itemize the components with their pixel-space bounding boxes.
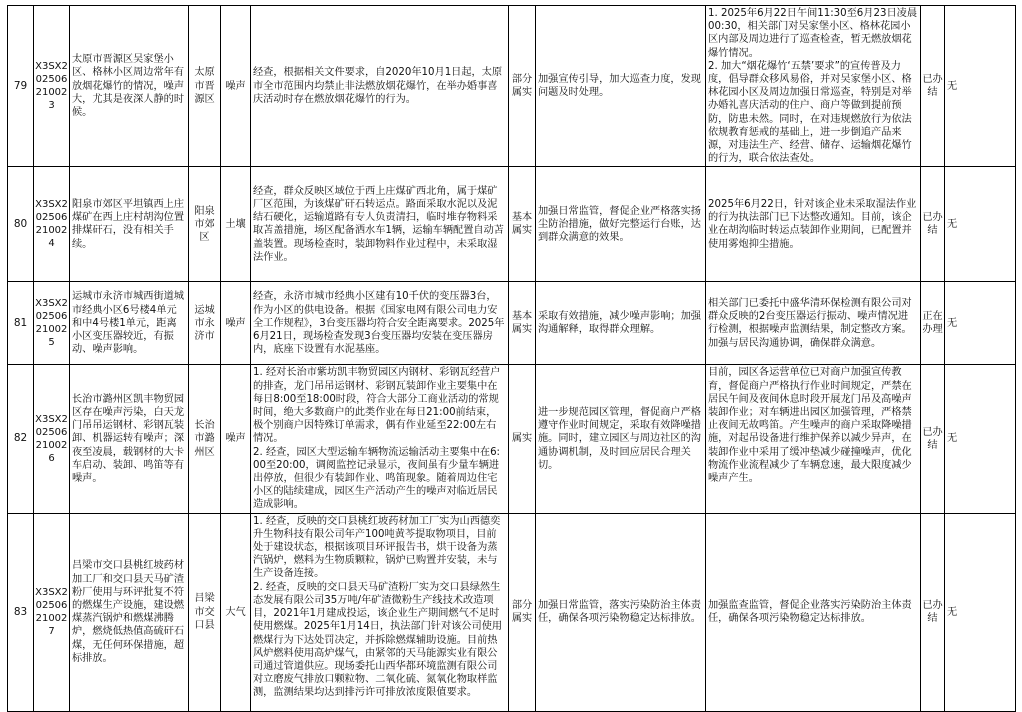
row-number: 80 bbox=[8, 167, 34, 282]
accountability: 无 bbox=[945, 365, 1016, 513]
pollution-type: 噪声 bbox=[221, 365, 251, 513]
rectification-progress bbox=[706, 167, 921, 282]
table-row bbox=[8, 513, 1016, 711]
findings-paragraph: 1. 经对长治市紫坊凯丰物贸园区内钢材、彩钢瓦经营户的排查，龙门吊吊运钢材、彩钢瓦装卸作业主要集中在每日8:00至18:00时段，符合大部分工商业活动的常规时间，绝大多数商户的此类作业在每日21:00前结束，极个别商户因特殊订单需求，偶有作业延至22:00左右情况。 bbox=[253, 367, 501, 445]
verification-result: 部分属实 bbox=[509, 513, 536, 711]
complaint-content: 太原市晋源区吴家堡小区、格林小区周边常年有放烟花爆竹的情况，噪声大，尤其是夜深人静的时候。 bbox=[70, 6, 189, 167]
rectification-progress bbox=[706, 365, 921, 513]
measures-paragraph: 进一步规范园区管理，督促商户严格遵守作业时间规定，采取有效降噪措施。同时，建立园区与周边社区的沟通协调机制，及时回应居民合理关切。 bbox=[538, 407, 701, 471]
progress-paragraph: 2. 加大“烟花爆竹‘五禁’要求”的宣传普及力度，倡导群众移风易俗，并对吴家堡小区、格林花园小区及周边加强日常巡查，特别是对举办婚礼喜庆活动的住户、商户等做到提前预防，防患未然。同时，在对违规燃放行为依法依规教育惩戒的基础上，进一步倒追产品来源，对违法生产、经营、储存、运输烟花爆竹的行为，联合依法查处。 bbox=[708, 60, 912, 165]
progress-paragraph: 目前，园区各运营单位已对商户加强宣传教育，督促商户严格执行作业时间规定，严禁在居民午间及夜间休息时段开展龙门吊及高噪声装卸作业；对车辆进出园区加强管理，严格禁止夜间无故鸣笛。产生噪声的商户采取降噪措施，对起吊设备进行维护保养以减少异声，在装卸作业中采用了缓冲垫减少碰撞噪声，优化物流作业流程减少了车辆怠速，最大限度减少噪声产生。 bbox=[708, 367, 912, 485]
handling-status: 已办结 bbox=[921, 365, 945, 513]
pollution-type: 噪声 bbox=[221, 6, 251, 167]
administrative-region: 长治市潞州区 bbox=[189, 365, 221, 513]
case-code: X3SX202506210024 bbox=[34, 167, 70, 282]
rectification-progress bbox=[706, 6, 921, 167]
investigation-findings bbox=[251, 6, 509, 167]
complaint-content: 吕梁市交口县桃红坡药材加工厂和交口县天马矿渣粉厂使用与环评批复不符的燃煤生产设施，建设燃煤蒸汽锅炉和燃煤沸腾炉，燃烧低热值高硫矸石煤，无任何环保措施，超标排放。 bbox=[70, 513, 189, 711]
row-number: 83 bbox=[8, 513, 34, 711]
complaint-content: 阳泉市郊区平坦镇西上庄煤矿在西上庄村胡沟位置排煤矸石，没有相关手续。 bbox=[70, 167, 189, 282]
handling-measures bbox=[536, 365, 706, 513]
accountability: 无 bbox=[945, 282, 1016, 365]
measures-paragraph: 加强宣传引导，加大巡查力度，发现问题及时处理。 bbox=[538, 74, 701, 99]
measures-paragraph: 采取有效措施，减少噪声影响；加强沟通解释，取得群众理解。 bbox=[538, 311, 701, 336]
findings-paragraph: 2. 经查，园区大型运输车辆物流运输活动主要集中在6:00至20:00，调阅监控记录显示，夜间虽有少量车辆进出停放，但很少有装卸作业、鸣笛现象。随着周边住宅小区的陆续建成，园区生产活动产生的噪声对临近居民造成影响。 bbox=[253, 446, 500, 511]
case-code: X3SX202506210026 bbox=[34, 365, 70, 513]
handling-status: 已办结 bbox=[921, 167, 945, 282]
handling-measures bbox=[536, 6, 706, 167]
row-number: 79 bbox=[8, 6, 34, 167]
accountability: 无 bbox=[945, 513, 1016, 711]
table-row bbox=[8, 282, 1016, 365]
pollution-type: 大气 bbox=[221, 513, 251, 711]
case-code: X3SX202506210023 bbox=[34, 6, 70, 167]
progress-paragraph: 加强监查监管，督促企业落实污染防治主体责任，确保各项污染物稳定达标排放。 bbox=[708, 599, 912, 625]
verification-result: 基本属实 bbox=[509, 167, 536, 282]
table-row bbox=[8, 167, 1016, 282]
case-code: X3SX202506210027 bbox=[34, 513, 70, 711]
verification-result: 基本属实 bbox=[509, 282, 536, 365]
rectification-progress bbox=[706, 513, 921, 711]
complaint-table-page bbox=[7, 5, 1015, 712]
investigation-findings bbox=[251, 167, 509, 282]
administrative-region: 太原市晋源区 bbox=[189, 6, 221, 167]
row-number: 82 bbox=[8, 365, 34, 513]
case-code: X3SX202506210025 bbox=[34, 282, 70, 365]
table-row bbox=[8, 6, 1016, 167]
findings-paragraph: 经查，根据相关文件要求，自2020年10月1日起，太原市全市范围内均禁止非法燃放烟花爆竹，在举办婚事喜庆活动时存在燃放烟花爆竹的行为。 bbox=[253, 67, 503, 105]
handling-status: 正在办理 bbox=[921, 282, 945, 365]
complaint-content: 长治市潞州区凯丰物贸园区存在噪声污染，白天龙门吊吊运钢材、彩钢瓦装卸、机器运转有噪声；深夜至凌晨，载钢材的大卡车启动、装卸、鸣笛等有噪声。 bbox=[70, 365, 189, 513]
handling-status: 已办结 bbox=[921, 6, 945, 167]
findings-paragraph: 1. 经查，反映的交口县桃红坡药材加工厂实为山西德奕升生物科技有限公司年产100吨黄芩提取物项目，目前处于建设状态，根据该项目环评报告书，烘干设备为蒸汽锅炉，燃料为生物质颗粒，锅炉已购置并安装，未与生产设备连接。 bbox=[253, 515, 501, 580]
pollution-type: 土壤 bbox=[221, 167, 251, 282]
complaint-table bbox=[7, 5, 1016, 712]
measures-paragraph: 加强日常监管，落实污染防治主体责任，确保各项污染物稳定达标排放。 bbox=[538, 599, 701, 625]
progress-paragraph: 2025年6月22日，针对该企业未采取湿法作业的行为执法部门已下达整改通知。目前，该企业在胡沟临时转运点装卸作业期间，已配置并使用雾炮抑尘措施。 bbox=[708, 199, 917, 250]
findings-paragraph: 经查，群众反映区域位于西上庄煤矿西北角，属于煤矿厂区范围，为该煤矿矸石转运点。路面采取水泥以及泥结石硬化，运输道路有专人负责清扫，临时堆存物料采取苫盖措施，场区配备洒水车1辆，运输车辆配置自动苫盖装置。现场检查时，装卸物料作业过程中，未采取湿法作业。 bbox=[253, 185, 504, 263]
pollution-type: 噪声 bbox=[221, 282, 251, 365]
investigation-findings bbox=[251, 365, 509, 513]
table-row bbox=[8, 365, 1016, 513]
handling-measures bbox=[536, 513, 706, 711]
complaint-content: 运城市永济市城西街道城市经典小区6号楼4单元和中4号楼1单元，距离小区变压器较近，有振动、噪声影响。 bbox=[70, 282, 189, 365]
measures-paragraph: 加强日常监管，督促企业严格落实扬尘防治措施，做好完整运行台账，达到群众满意的效果。 bbox=[538, 205, 701, 244]
accountability: 无 bbox=[945, 6, 1016, 167]
administrative-region: 运城市永济市 bbox=[189, 282, 221, 365]
progress-paragraph: 1. 2025年6月22日午间11:30至6月23日凌晨00:30，相关部门对吴家堡小区、格林花园小区内部及周边进行了巡查检查，暂无燃放烟花爆竹情况。 bbox=[708, 8, 918, 59]
findings-paragraph: 经查，永济市城市经典小区建有10千伏的变压器3台，作为小区的供电设备。根据《国家电网有限公司电力安全工作规程》，3台变压器均符合安全距离要求。2025年6月21日，现场检查发现3台变压器均安装在变压器房内，底座下设置有水泥基座。 bbox=[253, 291, 505, 356]
investigation-findings bbox=[251, 282, 509, 365]
progress-paragraph: 相关部门已委托中盛华清环保检测有限公司对群众反映的2台变压器运行振动、噪声情况进行检测，根据噪声监测结果，制定整改方案。加强与居民沟通协调，确保群众满意。 bbox=[708, 298, 912, 349]
handling-measures bbox=[536, 282, 706, 365]
findings-paragraph: 2. 经查，反映的交口县天马矿渣粉厂实为交口县绿然生态发展有限公司35万吨/年矿渣微粉生产线技术改造项目，2021年1月建成投运，该企业生产期间燃气不足时使用燃煤。2025年1月14日，执法部门针对该公司使用燃煤行为下达处罚决定，并拆除燃煤辅助设施。目前热风炉燃料使用高炉煤气，由紧邻的天马能源实业有限公司通过管道供应。现场委托山西华都环境监测有限公司对立磨废气排放口颗粒物、二氧化硫、氮氧化物取样监测，监测结果均达到排污许可排放浓度限值要求。 bbox=[253, 581, 503, 699]
investigation-findings bbox=[251, 513, 509, 711]
administrative-region: 吕梁市交口县 bbox=[189, 513, 221, 711]
handling-measures bbox=[536, 167, 706, 282]
accountability: 无 bbox=[945, 167, 1016, 282]
handling-status: 已办结 bbox=[921, 513, 945, 711]
administrative-region: 阳泉市郊区 bbox=[189, 167, 221, 282]
row-number: 81 bbox=[8, 282, 34, 365]
rectification-progress bbox=[706, 282, 921, 365]
verification-result: 属实 bbox=[509, 365, 536, 513]
verification-result: 部分属实 bbox=[509, 6, 536, 167]
